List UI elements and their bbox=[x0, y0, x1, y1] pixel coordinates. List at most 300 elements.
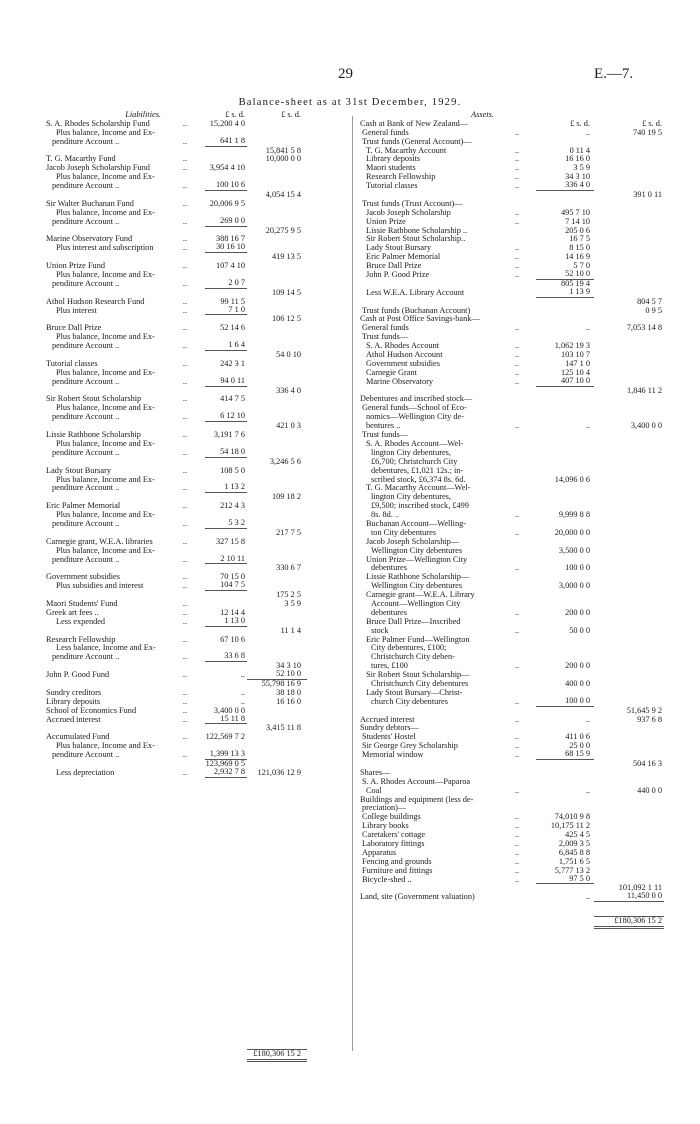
row-label: Lady Stout Bursary bbox=[46, 466, 111, 475]
row-label: School of Economics Fund bbox=[46, 706, 137, 715]
leader-dots: .. bbox=[182, 278, 188, 288]
inner-amount: 205 0 6 bbox=[565, 225, 590, 235]
ledger-row bbox=[0, 893, 352, 902]
ledger-row bbox=[356, 520, 700, 529]
inner-amount: 641 1 8 bbox=[205, 137, 247, 147]
leader-dots: .. bbox=[182, 296, 188, 306]
leader-dots: .. bbox=[514, 252, 520, 262]
ledger-row bbox=[356, 671, 700, 680]
outer-amount: 504 16 3 bbox=[632, 759, 662, 768]
outer-amount: £ s. d. bbox=[281, 109, 301, 119]
ledger-row bbox=[356, 396, 700, 405]
leader-dots: .. bbox=[514, 874, 520, 884]
leader-dots: .. bbox=[514, 856, 520, 866]
inner-amount: 3 5 9 bbox=[573, 163, 590, 173]
ledger-row bbox=[0, 155, 352, 164]
inner-amount: 14,096 0 6 bbox=[554, 474, 590, 484]
ledger-row bbox=[356, 360, 700, 369]
ledger-row bbox=[0, 289, 352, 298]
row-label: Jacob Joseph Scholarship— bbox=[366, 537, 460, 546]
leader-dots: .. bbox=[514, 812, 520, 822]
inner-amount: 388 16 7 bbox=[215, 234, 245, 244]
ledger-row bbox=[0, 644, 352, 653]
row-label: Union Prize—Wellington City bbox=[366, 555, 468, 564]
leader-dots: .. bbox=[514, 865, 520, 875]
inner-amount: 8 15 0 bbox=[569, 243, 590, 253]
leader-dots: .. bbox=[514, 163, 520, 173]
inner-amount: 7 1 0 bbox=[205, 306, 247, 316]
ledger-row bbox=[356, 227, 700, 236]
ledger-row bbox=[0, 1018, 352, 1027]
row-label: Trust funds (General Account)— bbox=[362, 137, 472, 146]
inner-amount: 123,969 0 5 bbox=[205, 759, 245, 768]
ledger-row bbox=[0, 876, 352, 885]
ledger-row bbox=[0, 600, 352, 609]
ledger-row bbox=[0, 778, 352, 787]
inner-amount: .. bbox=[240, 687, 245, 697]
leader-dots: .. bbox=[182, 536, 188, 546]
ledger-row bbox=[0, 938, 352, 947]
inner-amount: 414 7 5 bbox=[220, 394, 245, 404]
ledger-row bbox=[356, 387, 700, 396]
row-label: Carnegie Grant bbox=[366, 368, 417, 377]
ledger-row bbox=[356, 129, 700, 138]
ledger-row bbox=[0, 253, 352, 262]
row-label: Research Fellowship bbox=[46, 635, 116, 644]
leader-dots: .. bbox=[182, 634, 188, 644]
row-label: John P. Good Prize bbox=[366, 271, 430, 280]
inner-amount: 16 7 5 bbox=[569, 234, 590, 244]
leader-dots: .. bbox=[514, 563, 520, 573]
inner-amount: 411 0 6 bbox=[565, 732, 590, 742]
row-label: Plus balance, Income and Ex- bbox=[56, 173, 155, 182]
ledger-row bbox=[0, 387, 352, 396]
row-label: Assets. bbox=[471, 110, 494, 119]
outer-amount: 330 6 7 bbox=[276, 563, 301, 573]
inner-amount: 1,751 6 5 bbox=[558, 856, 590, 866]
outer-amount: 740 19 5 bbox=[632, 127, 662, 137]
outer-amount: 3,415 11 8 bbox=[266, 723, 301, 733]
ledger-row bbox=[0, 733, 352, 742]
outer-amount: 3,246 5 6 bbox=[269, 456, 301, 466]
row-label: penditure Account .. bbox=[52, 182, 120, 191]
ledger-row bbox=[0, 724, 352, 733]
row-label: Bruce Dall Prize bbox=[46, 324, 102, 333]
outer-amount: 1,846 11 2 bbox=[627, 385, 662, 395]
row-label: Carnegie grant—W.E.A. Library bbox=[366, 591, 475, 600]
row-label: Government subsidies bbox=[366, 359, 440, 368]
row-label: Athol Hudson Account bbox=[366, 351, 443, 360]
inner-amount: 1,399 13 3 bbox=[205, 750, 247, 760]
row-label: Union Prize Fund bbox=[46, 262, 105, 271]
row-label: Wellington City debentures bbox=[371, 582, 463, 591]
inner-amount: 34 3 10 bbox=[565, 172, 590, 182]
row-label: Trust funds— bbox=[362, 431, 409, 440]
leader-dots: .. bbox=[514, 270, 520, 280]
ledger-row bbox=[0, 609, 352, 618]
row-label: Plus balance, Income and Ex- bbox=[56, 333, 155, 342]
ledger-row bbox=[356, 867, 700, 876]
row-label: Trust funds (Trust Account)— bbox=[362, 199, 463, 208]
ledger-row bbox=[356, 422, 700, 431]
inner-amount: .. bbox=[585, 421, 590, 431]
leader-dots: .. bbox=[514, 750, 520, 760]
leader-dots: .. bbox=[182, 118, 188, 128]
row-label: penditure Account .. bbox=[52, 484, 120, 493]
row-label: Christchurch City deben- bbox=[371, 653, 455, 662]
row-label: Lissie Rathbone Scholarship .. bbox=[366, 226, 468, 235]
inner-amount: 1 13 9 bbox=[536, 288, 594, 298]
inner-amount: 0 11 4 bbox=[569, 145, 590, 155]
outer-amount: 38 18 0 bbox=[276, 687, 301, 697]
ledger-row bbox=[0, 173, 352, 182]
ledger-row bbox=[0, 742, 352, 751]
row-label: penditure Account .. bbox=[52, 217, 120, 226]
ledger-row bbox=[0, 902, 352, 911]
row-label: debentures bbox=[371, 564, 407, 573]
row-label: penditure Account .. bbox=[52, 413, 120, 422]
outer-amount: 15,841 5 8 bbox=[265, 145, 301, 155]
inner-amount: 3,954 4 10 bbox=[209, 163, 245, 173]
ledger-row bbox=[356, 369, 700, 378]
ledger-row bbox=[0, 1000, 352, 1009]
inner-amount: .. bbox=[585, 127, 590, 137]
inner-amount: 100 0 0 bbox=[536, 697, 594, 707]
leader-dots: .. bbox=[514, 421, 520, 431]
leader-dots: .. bbox=[182, 687, 188, 697]
inner-amount: 200 0 0 bbox=[565, 607, 590, 617]
ledger-row bbox=[356, 538, 700, 547]
row-label: scribed stock, £6,374 8s. 6d. bbox=[371, 475, 466, 484]
ledger-row bbox=[0, 965, 352, 974]
ledger-row bbox=[0, 564, 352, 573]
row-label: Research Fellowship bbox=[366, 173, 436, 182]
leader-dots: .. bbox=[182, 198, 188, 208]
ledger-row bbox=[356, 262, 700, 271]
row-label: Bruce Dall Prize—Inscribed bbox=[366, 617, 461, 626]
inner-amount: .. bbox=[240, 670, 245, 680]
row-label: bentures .. bbox=[366, 422, 401, 431]
row-label: T. G. Macarthy Account—Wel- bbox=[366, 484, 471, 493]
leader-dots: .. bbox=[182, 154, 188, 164]
ledger-row bbox=[0, 867, 352, 876]
row-label: tures, £100 bbox=[371, 662, 408, 671]
leader-dots: .. bbox=[182, 598, 188, 608]
leader-dots: .. bbox=[182, 607, 188, 617]
ledger-row bbox=[356, 724, 700, 733]
outer-amount: 937 6 8 bbox=[637, 714, 662, 724]
row-label: Plus interest and subscription bbox=[56, 244, 154, 253]
inner-amount: 6 12 10 bbox=[205, 412, 247, 422]
inner-amount: 107 4 10 bbox=[215, 261, 245, 271]
outer-amount: 34 3 10 bbox=[276, 661, 301, 671]
row-label: Tutorial classes bbox=[46, 359, 98, 368]
row-label: penditure Account .. bbox=[52, 751, 120, 760]
row-label: Less W.E.A. Library Account bbox=[366, 288, 465, 297]
outer-amount: 7,053 14 8 bbox=[626, 323, 662, 333]
leader-dots: .. bbox=[514, 527, 520, 537]
leader-dots: .. bbox=[514, 145, 520, 155]
inner-amount: 2 0 7 bbox=[205, 279, 247, 289]
leader-dots: .. bbox=[182, 261, 188, 271]
row-label: penditure Account .. bbox=[52, 555, 120, 564]
leader-dots: .. bbox=[514, 358, 520, 368]
ledger-row bbox=[356, 307, 700, 316]
row-label: Eric Palmer Memorial bbox=[46, 502, 121, 511]
row-label: Sir Robert Stout Scholarship.. bbox=[366, 235, 466, 244]
ledger-row bbox=[0, 502, 352, 511]
ledger-row bbox=[356, 902, 700, 911]
row-label: Plus balance, Income and Ex- bbox=[56, 128, 155, 137]
ledger-row bbox=[356, 218, 700, 227]
ledger-row bbox=[356, 662, 700, 671]
inner-amount: 425 4 5 bbox=[565, 830, 590, 840]
outer-amount: 109 14 5 bbox=[271, 287, 301, 297]
ledger-row bbox=[356, 147, 700, 156]
row-label: City debentures, £100; bbox=[371, 644, 447, 653]
leader-dots: .. bbox=[182, 358, 188, 368]
outer-amount: 52 10 0 bbox=[247, 670, 307, 680]
row-label: Buildings and equipment (less de- bbox=[360, 795, 474, 804]
leader-dots: .. bbox=[182, 652, 188, 662]
ledger-row bbox=[356, 529, 700, 538]
ledger-row bbox=[0, 1009, 352, 1018]
ledger-row bbox=[356, 627, 700, 636]
column-divider bbox=[352, 116, 353, 1051]
ledger-row bbox=[356, 769, 700, 778]
leader-dots: .. bbox=[514, 741, 520, 751]
leader-dots: .. bbox=[182, 163, 188, 173]
row-label: Plus subsidies and interest bbox=[56, 582, 144, 591]
row-label: Fencing and grounds bbox=[362, 857, 432, 866]
row-label: Trust funds (Buchanan Account) bbox=[362, 306, 471, 315]
ledger-row bbox=[356, 502, 700, 511]
leader-dots: .. bbox=[182, 305, 188, 315]
ledger-row bbox=[356, 431, 700, 440]
ledger-row bbox=[0, 982, 352, 991]
leader-dots: .. bbox=[514, 181, 520, 191]
ledger-row bbox=[356, 253, 700, 262]
ledger-row bbox=[356, 476, 700, 485]
leader-dots: .. bbox=[182, 616, 188, 626]
ledger-row bbox=[0, 707, 352, 716]
row-label: lington City debentures, bbox=[371, 493, 451, 502]
inner-amount: £ s. d. bbox=[570, 118, 590, 128]
leader-dots: .. bbox=[182, 376, 188, 386]
row-label: £9,500; inscribed stock, £499 bbox=[371, 502, 469, 511]
row-label: Tutorial classes bbox=[366, 182, 418, 191]
outer-amount: 121,036 12 9 bbox=[257, 767, 301, 777]
ledger-row bbox=[356, 191, 700, 200]
row-label: Greek art fees .. bbox=[46, 608, 99, 617]
row-label: Sundry creditors bbox=[46, 688, 102, 697]
inner-amount: 14 16 9 bbox=[565, 252, 590, 262]
row-label: Plus balance, Income and Ex- bbox=[56, 742, 155, 751]
row-label: penditure Account .. bbox=[52, 137, 120, 146]
row-label: Christchurch City debentures bbox=[371, 679, 469, 688]
outer-amount: 419 13 5 bbox=[271, 252, 301, 262]
row-label: Lissie Rathbone Scholarship bbox=[46, 431, 141, 440]
row-label: Accumulated Fund bbox=[46, 733, 110, 742]
row-label: Apparatus bbox=[362, 848, 397, 857]
ledger-row bbox=[356, 324, 700, 333]
leader-dots: .. bbox=[182, 181, 188, 191]
ledger-row bbox=[0, 858, 352, 867]
ledger-row bbox=[0, 120, 352, 129]
ledger-row bbox=[356, 342, 700, 351]
ledger-row bbox=[0, 573, 352, 582]
row-label: Less depreciation bbox=[56, 768, 115, 777]
row-label: Plus interest bbox=[56, 306, 97, 315]
row-label: Marine Observatory Fund bbox=[46, 235, 133, 244]
leader-dots: .. bbox=[182, 136, 188, 146]
row-label: Jacob Joseph Scholarship Fund bbox=[46, 164, 150, 173]
row-label: penditure Account .. bbox=[52, 519, 120, 528]
ledger-row bbox=[356, 164, 700, 173]
ledger-row bbox=[356, 636, 700, 645]
ledger-row bbox=[0, 404, 352, 413]
ledger-row bbox=[0, 911, 352, 920]
row-label: Memorial window bbox=[362, 751, 424, 760]
leader-dots: .. bbox=[514, 172, 520, 182]
leader-dots: .. bbox=[514, 216, 520, 226]
ledger-row bbox=[0, 324, 352, 333]
inner-amount: 212 4 3 bbox=[220, 501, 245, 511]
outer-amount: 804 5 7 bbox=[637, 296, 662, 306]
row-label: Shares— bbox=[360, 768, 391, 777]
inner-amount: 3,000 0 0 bbox=[558, 581, 590, 591]
ledger-row bbox=[0, 360, 352, 369]
row-label: Plus balance, Income and Ex- bbox=[56, 368, 155, 377]
outer-amount: 175 2 5 bbox=[276, 590, 301, 600]
inner-amount: 242 3 1 bbox=[220, 358, 245, 368]
outer-amount: 3,400 0 0 bbox=[630, 421, 662, 431]
leader-dots: .. bbox=[182, 714, 188, 724]
ledger-row bbox=[0, 191, 352, 200]
inner-amount: 1,062 19 3 bbox=[554, 341, 590, 351]
row-label: General funds bbox=[362, 324, 409, 333]
leader-dots: .. bbox=[182, 554, 188, 564]
outer-amount: 440 0 0 bbox=[637, 785, 662, 795]
outer-amount: 10,000 0 0 bbox=[265, 154, 301, 164]
inner-amount: 100 10 6 bbox=[205, 181, 247, 191]
ledger-row bbox=[0, 947, 352, 956]
row-label: ton City debentures bbox=[371, 528, 436, 537]
inner-amount: 100 0 0 bbox=[565, 563, 590, 573]
ledger-row bbox=[0, 458, 352, 467]
ledger-row bbox=[356, 582, 700, 591]
row-label: Plus balance, Income and Ex- bbox=[56, 475, 155, 484]
row-label: General funds—School of Eco- bbox=[362, 404, 467, 413]
ledger-row bbox=[356, 333, 700, 342]
ledger-row bbox=[0, 333, 352, 342]
ledger-row bbox=[356, 760, 700, 769]
leader-dots: .. bbox=[514, 696, 520, 706]
row-label: Sir Robert Stout Scholarship bbox=[46, 395, 142, 404]
ledger-row bbox=[356, 600, 700, 609]
row-label: S. A. Rhodes Account—Paparoa bbox=[362, 777, 471, 786]
ledger-row bbox=[0, 849, 352, 858]
row-label: Buchanan Account—Welling- bbox=[366, 519, 467, 528]
row-label: Sir George Grey Scholarship bbox=[362, 742, 458, 751]
row-label: nomics—Wellington City de- bbox=[366, 413, 464, 422]
inner-amount: 25 0 0 bbox=[569, 741, 590, 751]
ledger-row bbox=[356, 591, 700, 600]
row-label: Plus balance, Income and Ex- bbox=[56, 404, 155, 413]
row-label: Jacob Joseph Scholarship bbox=[366, 208, 451, 217]
ledger-row bbox=[356, 564, 700, 573]
row-label: T. G. Macarthy Account bbox=[366, 146, 447, 155]
row-label: Sir Robert Stout Scholarship— bbox=[366, 671, 470, 680]
leader-dots: .. bbox=[182, 705, 188, 715]
row-label: church City debentures bbox=[371, 697, 448, 706]
ledger-row bbox=[0, 111, 352, 120]
row-label: Land, site (Government valuation) bbox=[360, 893, 475, 902]
leader-dots: .. bbox=[514, 785, 520, 795]
ledger-row bbox=[0, 991, 352, 1000]
outer-amount: 51,645 9 2 bbox=[626, 705, 662, 715]
ledger-row bbox=[356, 822, 700, 831]
leader-dots: .. bbox=[182, 670, 188, 680]
inner-amount: 97 5 0 bbox=[536, 875, 594, 885]
leader-dots: .. bbox=[514, 341, 520, 351]
inner-amount: 407 10 0 bbox=[536, 377, 594, 387]
row-label: Trust funds— bbox=[362, 333, 409, 342]
ledger-row bbox=[356, 449, 700, 458]
ledger-row bbox=[0, 538, 352, 547]
leader-dots: .. bbox=[182, 323, 188, 333]
row-label: Plus balance, Income and Ex- bbox=[56, 439, 155, 448]
page-number: 29 bbox=[338, 66, 353, 82]
row-label: Less expended bbox=[56, 617, 106, 626]
row-label: Union Prize bbox=[366, 217, 406, 226]
ledger-row bbox=[0, 315, 352, 324]
row-label: Students' Hostel bbox=[362, 733, 416, 742]
row-label: Lady Stout Bursary bbox=[366, 244, 431, 253]
inner-amount: 74,010 9 8 bbox=[554, 812, 590, 822]
ledger-row bbox=[0, 831, 352, 840]
ledger-row bbox=[0, 209, 352, 218]
ledger-row bbox=[356, 609, 700, 618]
row-label: Eric Palmer Memorial bbox=[366, 253, 441, 262]
ledger-row bbox=[356, 680, 700, 689]
ledger-row bbox=[356, 813, 700, 822]
row-label: penditure Account .. bbox=[52, 377, 120, 386]
leader-dots: .. bbox=[514, 154, 520, 164]
row-label: Plus balance, Income and Ex- bbox=[56, 546, 155, 555]
inner-amount: 9,999 8 8 bbox=[558, 510, 590, 520]
ledger-row bbox=[356, 893, 700, 902]
ledger-row bbox=[0, 440, 352, 449]
inner-amount: 94 0 11 bbox=[205, 377, 247, 387]
inner-amount: 50 0 0 bbox=[569, 625, 590, 635]
ledger-row bbox=[356, 849, 700, 858]
inner-amount: 3,500 0 0 bbox=[558, 545, 590, 555]
row-label: £6,700; Christchurch City bbox=[371, 457, 458, 466]
ledger-row bbox=[0, 698, 352, 707]
row-label: S. A. Rhodes Scholarship Fund bbox=[46, 119, 150, 128]
row-label: Government subsidies bbox=[46, 573, 120, 582]
leader-dots: .. bbox=[514, 127, 520, 137]
row-label: Carnegie grant, W.E.A. libraries bbox=[46, 537, 153, 546]
inner-amount: 1 13 2 bbox=[205, 483, 247, 493]
ledger-row bbox=[356, 689, 700, 698]
row-label: penditure Account .. bbox=[52, 653, 120, 662]
inner-amount: 269 0 0 bbox=[205, 217, 247, 227]
row-label: Cash at Bank of New Zealand— bbox=[360, 119, 469, 128]
ledger-row bbox=[0, 467, 352, 476]
leader-dots: .. bbox=[182, 216, 188, 226]
